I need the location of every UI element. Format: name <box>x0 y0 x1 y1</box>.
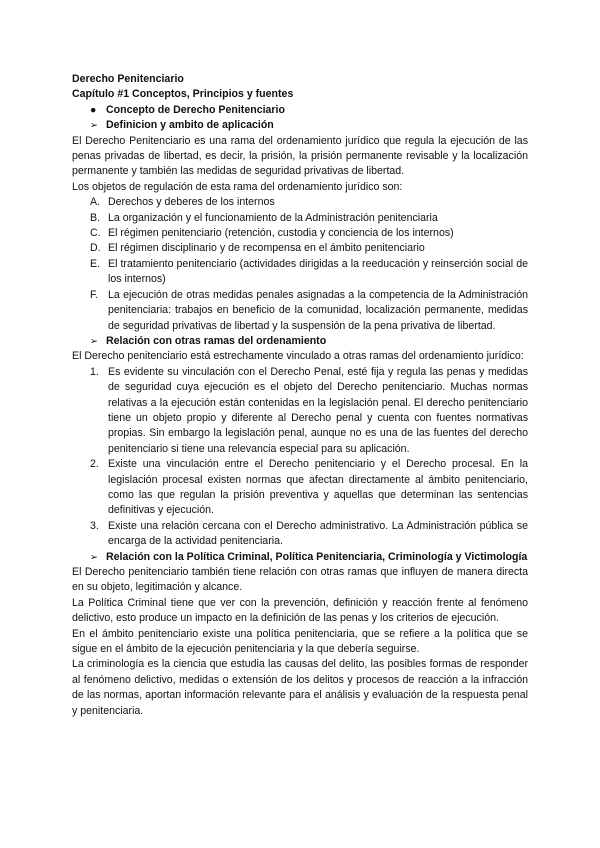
paragraph-vinculacion: El Derecho penitenciario está estrechamente vinculado a otras ramas del ordenamiento jurídico: <box>72 350 524 363</box>
paragraph-objetos: Los objetos de regulación de esta rama del ordenamiento jurídico son: <box>72 180 403 193</box>
arrow-icon: ➢ <box>90 335 98 347</box>
section-heading-relacion: Relación con otras ramas del ordenamiento <box>106 334 327 347</box>
list-item <box>72 457 528 519</box>
list-text: El régimen disciplinario y de recompensa en el ámbito penitenciario <box>108 242 425 255</box>
list-item <box>72 195 528 210</box>
paragraph-politica-criminal: La Política Criminal tiene que ver con la prevención, definición y reacción frente al fenómeno delictivo, esto produce un impacto en la definición de las penas y los criterios de ejecución. <box>72 596 528 625</box>
list-marker: 3. <box>90 519 99 532</box>
list-marker: 2. <box>90 458 99 471</box>
arrow-item <box>72 334 528 349</box>
list-text: El régimen penitenciario (retención, custodia y conciencia de los internos) <box>108 227 454 240</box>
list-text: Existe una vinculación entre el Derecho penitenciario y el Derecho procesal. En la legislación procesal existen normas que afectan directamente al ámbito penitenciario, como las que regulan la prisión preventiva y aquellas que determinan las sentencias definitivas y ejecución. <box>108 458 528 517</box>
list-item <box>72 365 528 457</box>
list-text: El tratamiento penitenciario (actividades dirigidas a la reeducación y reinserción social de los internos) <box>108 257 528 286</box>
bullet-heading: Concepto de Derecho Penitenciario <box>106 103 285 116</box>
list-text: Derechos y deberes de los internos <box>108 196 275 209</box>
alpha-list <box>72 195 528 334</box>
list-item <box>72 288 528 334</box>
arrow-icon: ➢ <box>90 551 98 563</box>
arrow-item <box>72 118 528 133</box>
list-text: La organización y el funcionamiento de la Administración penitenciaria <box>108 211 438 224</box>
list-item <box>72 519 528 550</box>
paragraph-definicion: El Derecho Penitenciario es una rama del ordenamiento jurídico que regula la ejecución de las penas privadas de libertad, es decir, la prisión, la prisión permanente revisable y la localización permanente y también las medidas de seguridad privativas de libertad. <box>72 134 528 178</box>
section-heading-politica: Relación con la Política Criminal, Política Penitenciaria, Criminología y Victimología <box>106 550 528 563</box>
list-item <box>72 257 528 288</box>
list-text: Es evidente su vinculación con el Derecho Penal, esté fija y regula las penas y medidas de seguridad cuya ejecución es el objeto del Derecho penitenciario. Muchas normas relativas a la ejecución están contenidas en la legislación penal. El derecho penitenciario tiene un objeto propio y diferente al Derecho penal y cuenta con fuentes normativas propias. Sin embargo la legislación penal, aunque no es una de las fuentes del derecho penitenciario si tiene una relevancia especial para su aplicación. <box>108 365 528 455</box>
list-item <box>72 226 528 241</box>
document-title: Derecho Penitenciario <box>72 73 184 85</box>
bullet-icon: ● <box>90 103 97 116</box>
list-item <box>72 211 528 226</box>
chapter-heading: Capítulo #1 Conceptos, Principios y fuentes <box>72 88 294 101</box>
paragraph-politica-penitenciaria: En el ámbito penitenciario existe una política penitenciaria, que se refiere a la política que se sigue en el ámbito de la ejecución penitenciaria y la que debería seguirse. <box>72 627 528 656</box>
list-text: La ejecución de otras medidas penales asignadas a la competencia de la Administración penitenciaria: trabajos en beneficio de la comunidad, localización permanente, medidas de seguridad privativas de libertad y la suspensión de la pena privativa de libertad. <box>108 288 528 332</box>
list-marker: C. <box>90 227 101 240</box>
arrow-item <box>72 550 528 565</box>
section-heading-definicion: Definicion y ambito de aplicación <box>106 119 274 132</box>
list-marker: 1. <box>90 365 99 378</box>
paragraph-otras-ramas: El Derecho penitenciario también tiene relación con otras ramas que influyen de manera directa en su objeto, legitimación y alcance. <box>72 566 528 594</box>
list-marker: A. <box>90 196 101 209</box>
list-item <box>72 241 528 256</box>
list-marker: B. <box>90 211 101 224</box>
list-marker: E. <box>90 257 101 270</box>
bullet-item <box>72 103 528 118</box>
document-page <box>72 72 528 719</box>
paragraph-criminologia: La criminología es la ciencia que estudia las causas del delito, las posibles formas de responder al fenómeno delictivo, medidas o extensión de los delitos y procesos de reacción a la infracción de las normas, aportan información relevante para el análisis y evaluación de la respuesta penal y penitenciaria. <box>72 658 528 717</box>
arrow-icon: ➢ <box>90 120 98 132</box>
numbered-list <box>72 365 528 550</box>
list-marker: F. <box>90 288 99 301</box>
list-text: Existe una relación cercana con el Derecho administrativo. La Administración pública se encarga de la actividad penitenciaria. <box>108 519 528 548</box>
list-marker: D. <box>90 242 101 255</box>
